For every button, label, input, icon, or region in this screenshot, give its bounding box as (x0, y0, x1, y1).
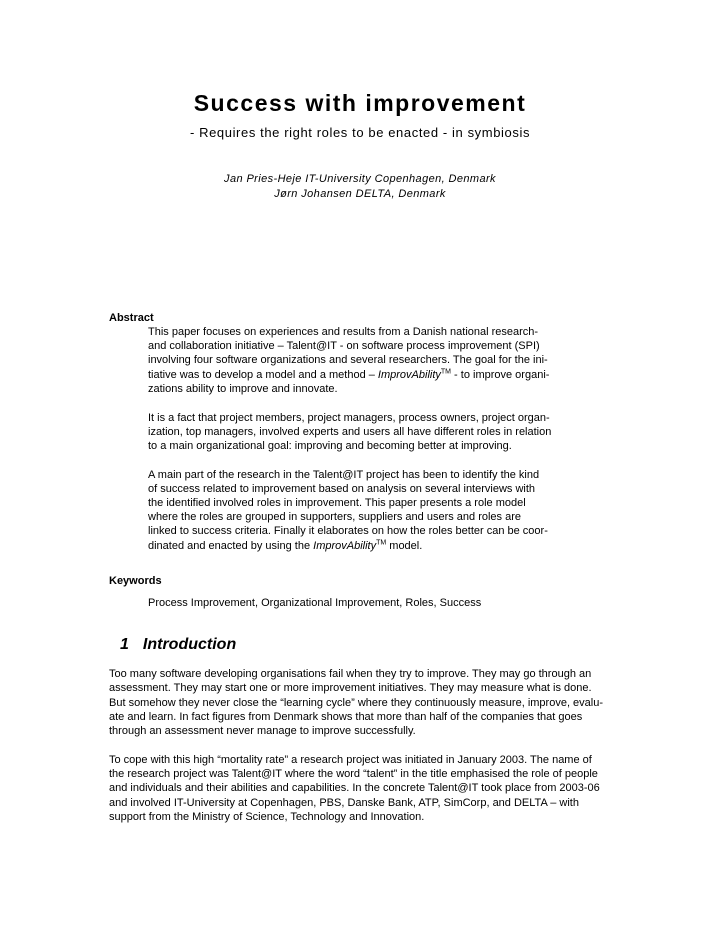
author-line: Jørn Johansen DELTA, Denmark (274, 188, 446, 200)
text-line: This paper focuses on experiences and results from a Danish national research- (148, 326, 539, 338)
paper-title: Success with improvement (193, 90, 527, 116)
text-line: ate and learn. In fact figures from Denmark shows that more than half of the companies that goes (109, 710, 583, 723)
section-heading (120, 636, 236, 654)
text-line: through an assessment never manage to improve successfully. (109, 725, 416, 738)
keywords-list: Process Improvement, Organizational Improvement, Roles, Success (148, 597, 482, 609)
abstract-body (148, 325, 578, 567)
trademark-mark: TM (376, 538, 387, 546)
text-line: to a main organizational goal: improving and becoming better at improving. (148, 439, 512, 452)
text-line (148, 368, 578, 382)
text-line: where the roles are grouped in supporters, suppliers and users and roles are (148, 511, 521, 524)
text-line: and individuals and their abilities and capabilities. In the concrete Talent@IT took place from 2003-06 (109, 782, 600, 795)
text-span: - to improve organi- (451, 368, 550, 381)
text-line: and collaboration initiative – Talent@IT - on software process improvement (SPI) (148, 340, 540, 353)
text-span: dinated and enacted by using the (148, 539, 314, 552)
abstract-heading: Abstract (109, 312, 154, 324)
text-line: involving four software organizations and several researchers. The goal for the ini- (148, 354, 548, 367)
section-title: Introduction (142, 636, 237, 653)
text-line (148, 539, 578, 553)
text-line: the identified involved roles in improvement. This paper presents a role model (148, 497, 526, 510)
abstract-paragraph (148, 325, 578, 396)
keywords-heading: Keywords (109, 575, 162, 587)
text-line: ization, top managers, involved experts and users all have different roles in relation (148, 425, 552, 438)
section-number: 1 (120, 636, 129, 653)
trademark-mark: TM (440, 367, 451, 375)
improvability-term: ImprovAbility (377, 368, 441, 381)
body-paragraph (109, 753, 609, 824)
body-paragraph (109, 667, 609, 738)
text-line: But somehow they never close the “learning cycle” where they continuously measure, improve, evalu- (109, 696, 604, 709)
text-line: support from the Ministry of Science, Technology and Innovation. (109, 810, 425, 823)
text-line: and involved IT-University at Copenhagen, PBS, Danske Bank, ATP, SimCorp, and DELTA – with (109, 796, 579, 809)
paper-subtitle: - Requires the right roles to be enacted - in symbiosis (189, 125, 531, 140)
text-line: A main part of the research in the Talent@IT project has been to identify the kind (148, 468, 540, 481)
abstract-paragraph (148, 468, 578, 553)
text-line: Too many software developing organisations fail when they try to improve. They may go through an (109, 668, 592, 680)
author-line: Jan Pries-Heje IT-University Copenhagen, Denmark (224, 173, 496, 185)
text-span: model. (386, 539, 423, 552)
text-line: the research project was Talent@IT where the word “talent” in the title emphasised the role of people (109, 768, 598, 781)
text-line: linked to success criteria. Finally it elaborates on how the roles better can be coor- (148, 525, 548, 538)
text-line: of success related to improvement based on analysis on several interviews with (148, 482, 536, 495)
abstract-paragraph (148, 411, 578, 454)
text-line: To cope with this high “mortality rate” a research project was initiated in January 2003. The name of (109, 753, 592, 766)
improvability-term: ImprovAbility (313, 539, 377, 552)
author-block (0, 172, 720, 202)
text-line: zations ability to improve and innovate. (148, 382, 338, 395)
text-line: assessment. They may start one or more improvement initiatives. They may measure what is done. (109, 682, 592, 695)
introduction-body (109, 667, 609, 839)
text-span: tiative was to develop a model and a method – (148, 368, 378, 381)
text-line: It is a fact that project members, project managers, process owners, project organ- (148, 411, 550, 424)
